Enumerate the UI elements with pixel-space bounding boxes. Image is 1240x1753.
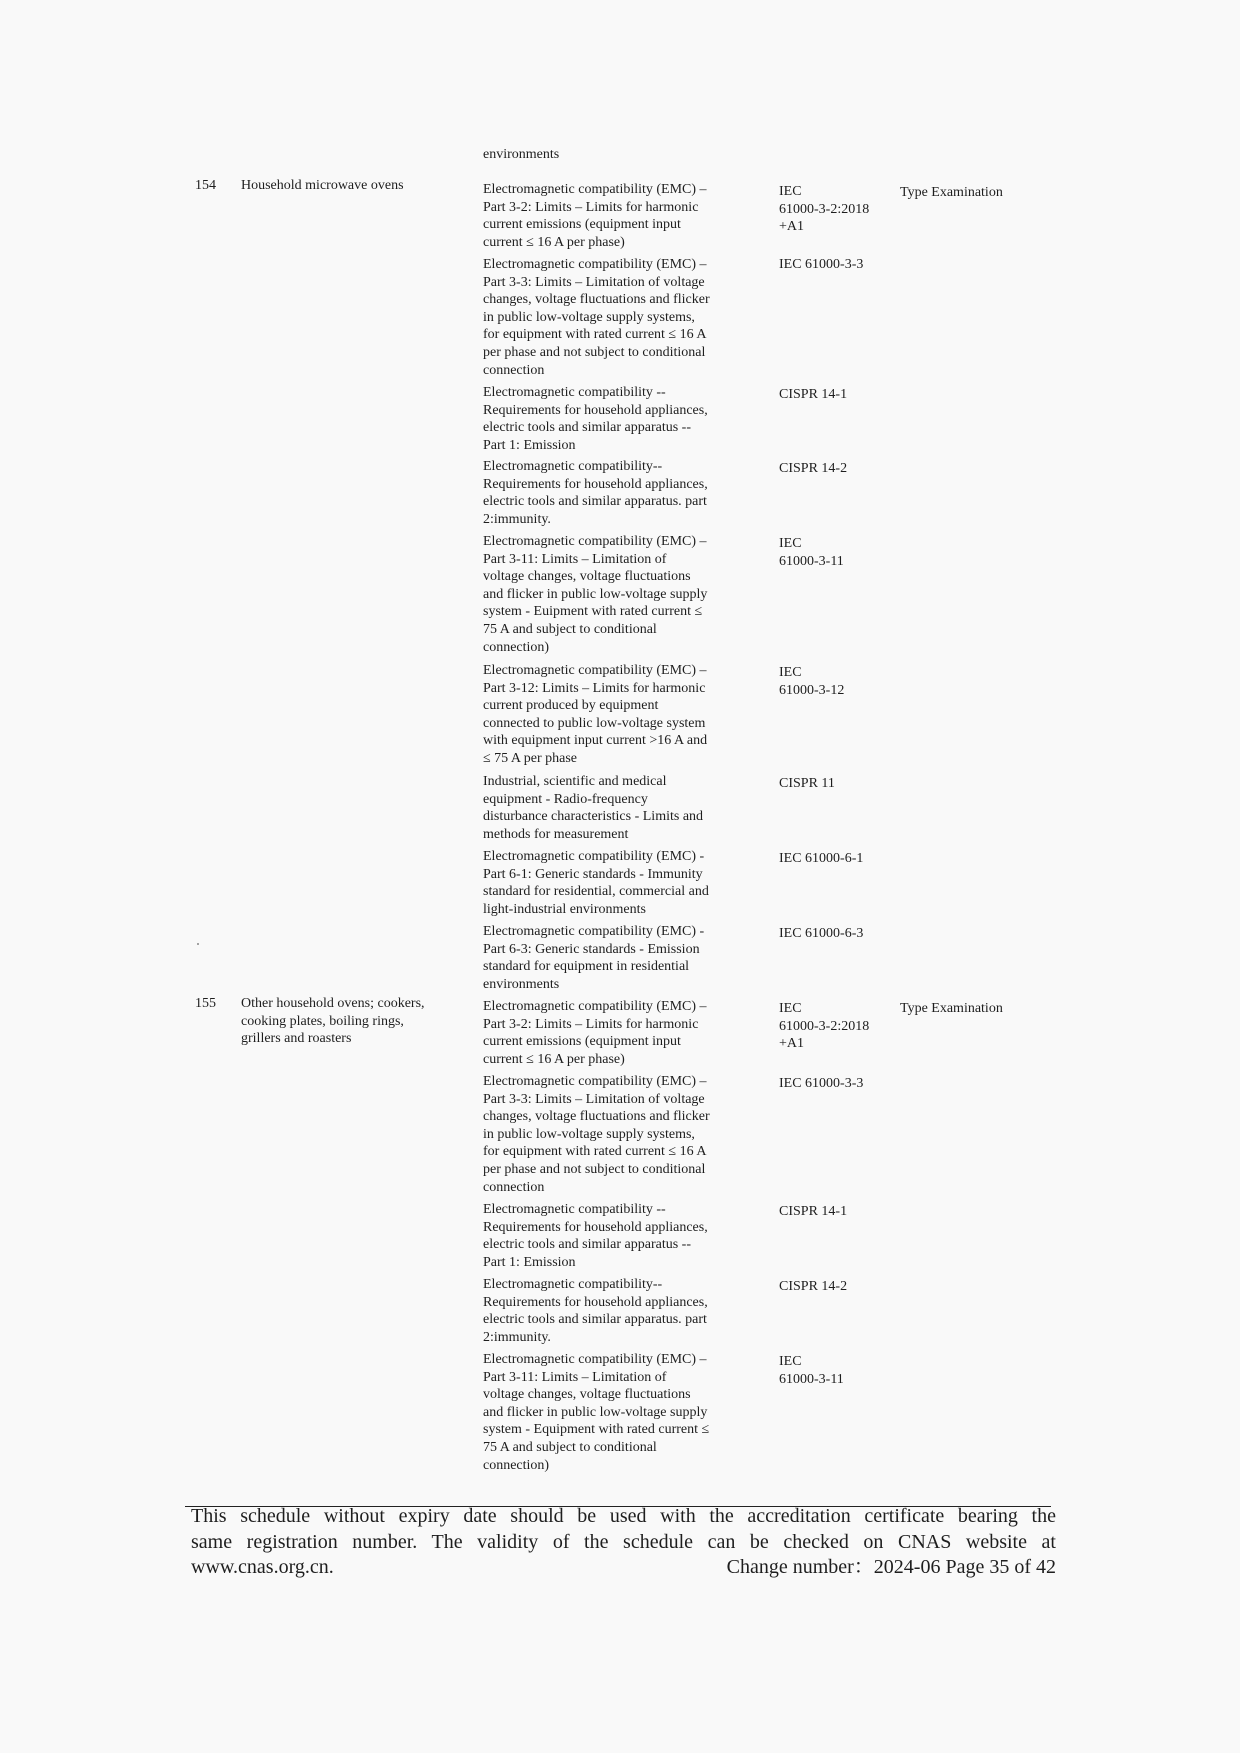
method-154: Type Examination [900,185,1003,200]
footer-line-3 [191,1555,1056,1581]
standard-description: Electromagnetic compatibility -- Requirements for household appliances, electric tools and similar apparatus -- Part 1: Emission [483,1202,708,1270]
standard-code: IEC 61000-3-12 [779,665,845,698]
standard-description: Electromagnetic compatibility (EMC) - Part 6-1: Generic standards - Immunity standard for residential, commercial and light-industrial environments [483,849,709,917]
row-number-155: 155 [195,996,216,1011]
method-155: Type Examination [900,1001,1003,1016]
standard-description: Electromagnetic compatibility-- Requirements for household appliances, electric tools and similar apparatus. part 2:immunity. [483,1277,708,1345]
standard-description: Electromagnetic compatibility (EMC) – Part 3-3: Limits – Limitation of voltage changes, voltage fluctuations and flicker in public low-voltage supply systems, for equipment with rated current ≤ 16 A per phase and not subject to conditional connection [483,257,710,378]
standard-code: IEC 61000-6-1 [779,851,864,866]
standard-code: IEC 61000-3-11 [779,536,844,569]
standard-description: Electromagnetic compatibility -- Requirements for household appliances, electric tools and similar apparatus -- Part 1: Emission [483,385,708,453]
scan-speck [197,943,199,945]
footer-line-2: same registration number. The validity of the schedule can be checked on CNAS website at [191,1530,1056,1553]
standard-code: IEC 61000-3-2:2018 +A1 [779,1001,870,1052]
standard-description: Electromagnetic compatibility (EMC) – Part 3-3: Limits – Limitation of voltage changes, voltage fluctuations and flicker in public low-voltage supply systems, for equipment with rated current ≤ 16 A per phase and not subject to conditional connection [483,1074,710,1195]
row-number-154: 154 [195,178,216,193]
standard-code: CISPR 14-1 [779,387,848,402]
page-footer [191,1504,1056,1581]
standard-code: CISPR 14-1 [779,1204,848,1219]
standard-code: IEC 61000-3-3 [779,1076,864,1091]
footer-website-link[interactable]: www.cnas.org.cn. [191,1556,334,1578]
footer-change-number: Change number：2024-06 Page 35 of 42 [726,1556,1056,1578]
product-155: Other household ovens; cookers, cooking plates, boiling rings, grillers and roasters [241,996,425,1047]
standard-code: CISPR 11 [779,776,835,791]
standard-description: Electromagnetic compatibility (EMC) – Part 3-2: Limits – Limits for harmonic current emissions (equipment input current ≤ 16 A per phase) [483,182,707,250]
standard-description: Electromagnetic compatibility (EMC) – Part 3-2: Limits – Limits for harmonic current emissions (equipment input current ≤ 16 A per phase) [483,999,707,1067]
carry-over-text: environments [483,147,560,162]
product-154: Household microwave ovens [241,178,404,193]
footer-line-1: This schedule without expiry date should be used with the accreditation certificate bearing the [191,1505,1056,1527]
standard-description: Industrial, scientific and medical equipment - Radio-frequency disturbance characteristics - Limits and methods for measurement [483,774,704,842]
standard-code: IEC 61000-3-2:2018 +A1 [779,184,870,235]
standard-code: CISPR 14-2 [779,1279,848,1294]
standard-description: Electromagnetic compatibility (EMC) – Part 3-11: Limits – Limitation of voltage changes, voltage fluctuations and flicker in public low-voltage supply system - Euipment with rated current ≤ 75 A and subject to conditional connection) [483,534,708,655]
standard-code: IEC 61000-3-3 [779,257,864,272]
standard-description: Electromagnetic compatibility-- Requirements for household appliances, electric tools and similar apparatus. part 2:immunity. [483,459,708,527]
standard-description: Electromagnetic compatibility (EMC) – Part 3-11: Limits – Limitation of voltage changes, voltage fluctuations and flicker in public low-voltage supply system - Equipment with rated current ≤ 75 A and subject to conditional connection) [483,1352,710,1473]
standard-code: IEC 61000-3-11 [779,1354,844,1387]
standard-code: CISPR 14-2 [779,461,848,476]
standard-description: Electromagnetic compatibility (EMC) - Part 6-3: Generic standards - Emission standard for equipment in residential environments [483,924,705,992]
standard-description: Electromagnetic compatibility (EMC) – Part 3-12: Limits – Limits for harmonic current produced by equipment connected to public low-voltage system with equipment input current >16 A and ≤ 75 A per phase [483,663,708,766]
standard-code: IEC 61000-6-3 [779,926,864,941]
